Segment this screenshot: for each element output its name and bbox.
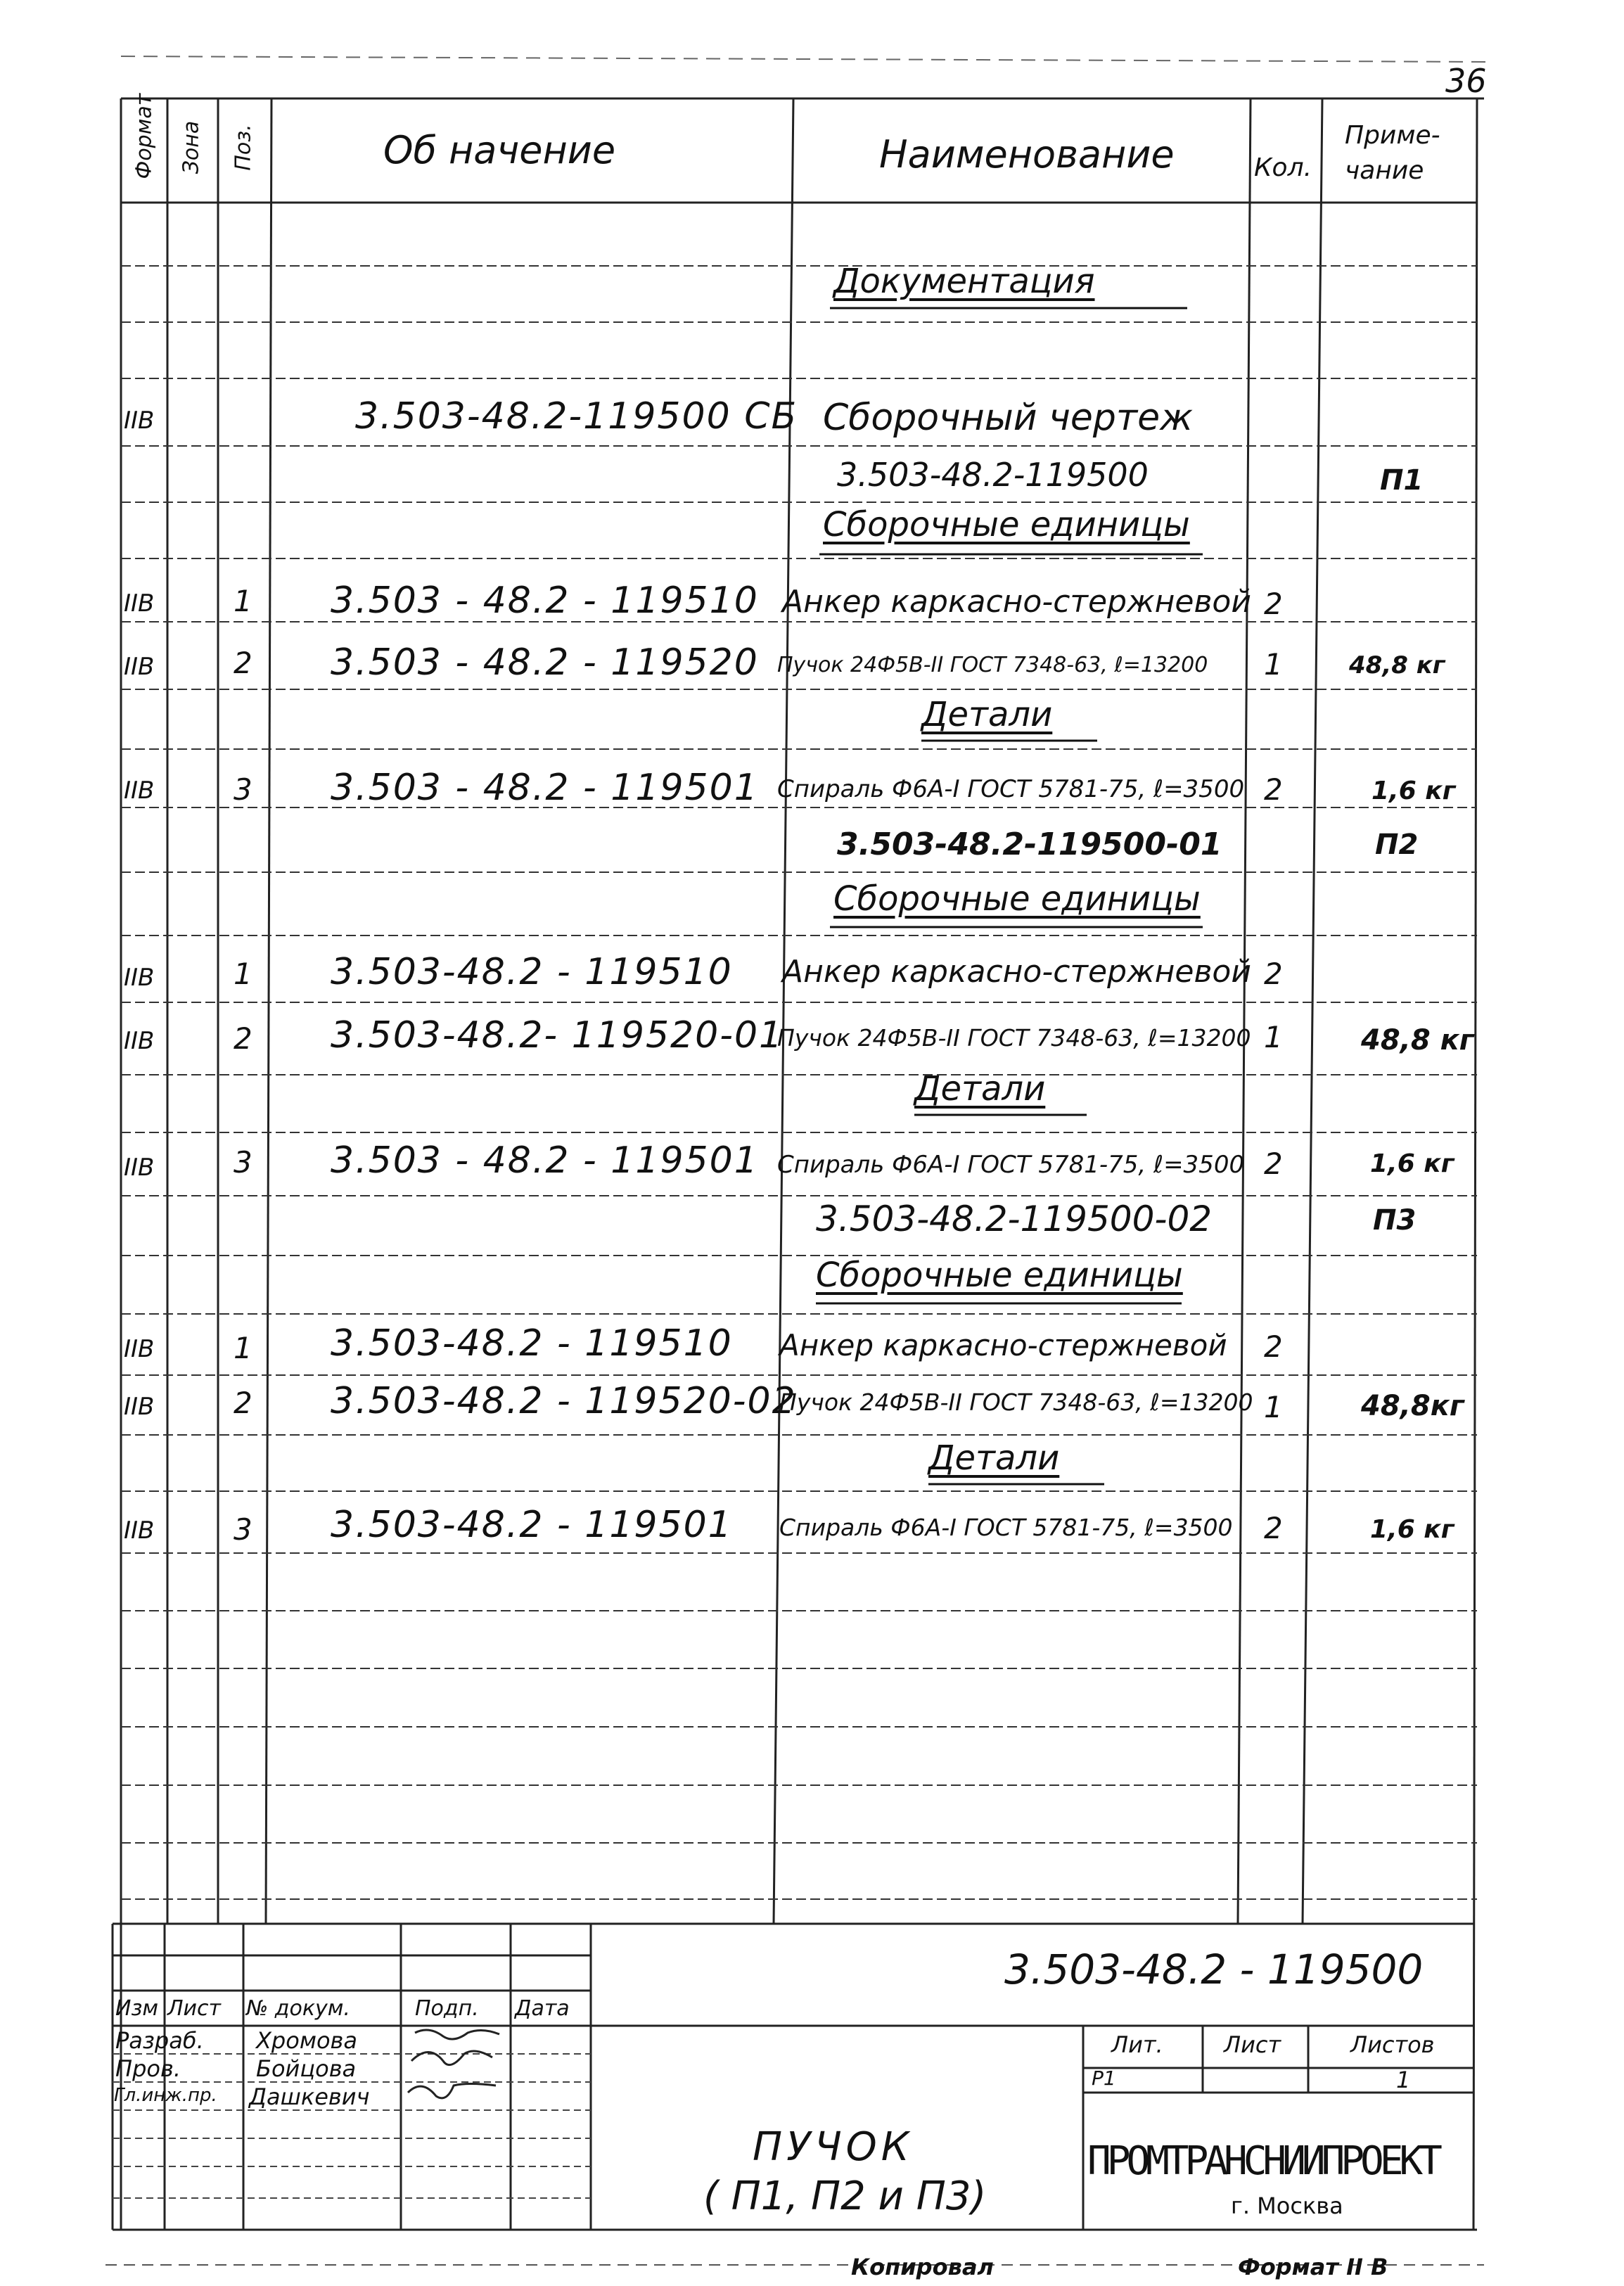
row-pos: 2: [234, 1386, 252, 1420]
row-designation: 3.503-48.2 - 119520-02: [331, 1380, 797, 1422]
row-name: Спираль Ф6А-I ГОСТ 5781-75, ℓ=3500: [777, 1151, 1245, 1179]
header-designation: Об начение: [383, 128, 616, 172]
section-assembly-units: Сборочные единицы: [833, 879, 1201, 919]
header-name: Наименование: [879, 132, 1175, 177]
row-name: Пучок 24Ф5В-II ГОСТ 7348-63, ℓ=13200: [779, 1388, 1253, 1416]
row-note: 48,8 кг: [1349, 651, 1445, 679]
row-format: IIB: [124, 653, 155, 681]
row-qty: 2: [1264, 1147, 1283, 1181]
organization-city: г. Москва: [1231, 2192, 1343, 2219]
row-name: 3.503-48.2-119500: [837, 456, 1149, 494]
row-note: П2: [1375, 829, 1419, 861]
header-qty: Кол.: [1254, 153, 1312, 182]
header-note-2: чание: [1345, 156, 1424, 185]
row-name: Спираль Ф6А-I ГОСТ 5781-75, ℓ=3500: [779, 1514, 1233, 1541]
format-label: Формат II В: [1238, 2254, 1388, 2280]
role-checker: Пров.: [115, 2055, 181, 2082]
organization-name: ПРОМТРАНСНИИПРОЕКТ: [1087, 2138, 1438, 2184]
row-format: IIB: [124, 1393, 155, 1421]
document-code: 3.503-48.2 - 119500: [1004, 1946, 1424, 1993]
lit-value: Р1: [1092, 2067, 1116, 2090]
label-lit: Лит.: [1111, 2031, 1163, 2058]
row-note: 1,6 кг: [1370, 1149, 1454, 1178]
row-format: IIB: [124, 964, 155, 992]
row-note: 1,6 кг: [1370, 1515, 1454, 1544]
row-designation: 3.503-48.2 - 119510: [331, 1322, 733, 1365]
row-designation: 3.503-48.2 - 119501: [331, 1504, 733, 1546]
label-doc-no: № докум.: [246, 1996, 350, 2021]
section-details: Детали: [914, 1069, 1046, 1109]
product-name: ПУЧОК: [753, 2124, 914, 2170]
header-pos: Поз.: [231, 124, 256, 171]
section-details: Детали: [928, 1438, 1060, 1478]
header-format: Формат: [132, 93, 157, 179]
section-documentation: Документация: [833, 262, 1095, 301]
row-qty: 2: [1264, 1329, 1283, 1364]
row-qty: 2: [1264, 772, 1283, 807]
label-sheet-no: Лист: [1224, 2031, 1281, 2058]
row-name: Анкер каркасно-стержневой: [782, 954, 1251, 990]
row-format: IIB: [124, 1154, 155, 1182]
row-note: П3: [1373, 1204, 1417, 1237]
page-number: 36: [1445, 62, 1487, 100]
row-name: Анкер каркасно-стержневой: [782, 584, 1251, 620]
row-designation: 3.503-48.2 - 119510: [331, 951, 733, 993]
row-pos: 1: [234, 1331, 252, 1365]
name-chief-engineer: Дашкевич: [249, 2083, 370, 2110]
name-developer: Хромова: [256, 2027, 357, 2054]
row-name: Анкер каркасно-стержневой: [779, 1328, 1227, 1362]
row-pos: 1: [234, 584, 252, 618]
section-assembly-units: Сборочные единицы: [816, 1256, 1183, 1295]
section-assembly-units: Сборочные единицы: [823, 505, 1190, 544]
row-qty: 2: [1264, 587, 1283, 621]
row-pos: 2: [234, 646, 252, 680]
row-pos: 2: [234, 1021, 252, 1056]
header-zone: Зона: [179, 120, 204, 174]
row-note: П1: [1380, 464, 1424, 497]
row-note: 48,8кг: [1361, 1390, 1464, 1422]
row-designation: 3.503-48.2- 119520-01: [331, 1014, 784, 1056]
section-details: Детали: [921, 695, 1053, 734]
row-name: Пучок 24Ф5В-II ГОСТ 7348-63, ℓ=13200: [777, 1024, 1251, 1052]
label-sheets: Листов: [1350, 2031, 1435, 2058]
row-designation: 3.503-48.2-119500 СБ: [355, 395, 798, 438]
row-pos: 3: [234, 1145, 252, 1180]
header-note-1: Приме-: [1345, 121, 1440, 150]
row-name: 3.503-48.2-119500-01: [837, 826, 1222, 862]
row-qty: 1: [1264, 647, 1283, 682]
row-qty: 1: [1264, 1390, 1283, 1424]
row-designation: 3.503 - 48.2 - 119520: [331, 641, 759, 684]
row-pos: 3: [234, 772, 252, 807]
label-change: Изм: [115, 1996, 159, 2021]
row-name: Сборочный чертеж: [823, 397, 1193, 439]
row-format: IIB: [124, 1335, 155, 1363]
label-sheet: Лист: [167, 1996, 222, 2021]
label-date: Дата: [515, 1996, 570, 2021]
row-pos: 3: [234, 1512, 252, 1547]
row-designation: 3.503 - 48.2 - 119501: [331, 1139, 759, 1182]
row-format: IIB: [124, 777, 155, 805]
row-note: 48,8 кг: [1361, 1024, 1474, 1056]
signature-scribbles: [408, 2030, 499, 2098]
row-format: IIB: [124, 1516, 155, 1545]
role-developer: Разраб.: [115, 2027, 204, 2054]
row-designation: 3.503 - 48.2 - 119501: [331, 767, 759, 809]
row-format: IIB: [124, 589, 155, 618]
row-name: Спираль Ф6А-I ГОСТ 5781-75, ℓ=3500: [777, 775, 1245, 803]
sheets-value: 1: [1396, 2067, 1411, 2093]
role-chief-engineer: Гл.инж.пр.: [114, 2085, 217, 2106]
copied-by-label: Копировал: [851, 2254, 994, 2280]
row-note: 1,6 кг: [1372, 777, 1456, 805]
row-name: Пучок 24Ф5В-II ГОСТ 7348-63, ℓ=13200: [777, 653, 1208, 677]
row-designation: 3.503 - 48.2 - 119510: [331, 580, 759, 622]
name-checker: Бойцова: [256, 2055, 357, 2082]
row-pos: 1: [234, 957, 252, 991]
label-signature: Подп.: [415, 1996, 479, 2021]
row-qty: 2: [1264, 957, 1283, 991]
row-qty: 2: [1264, 1511, 1283, 1545]
row-name: 3.503-48.2-119500-02: [816, 1199, 1213, 1239]
row-qty: 1: [1264, 1020, 1283, 1054]
product-variants: ( П1, П2 и П3): [703, 2173, 987, 2219]
row-format: IIB: [124, 1027, 155, 1055]
row-format: IIB: [124, 407, 155, 435]
